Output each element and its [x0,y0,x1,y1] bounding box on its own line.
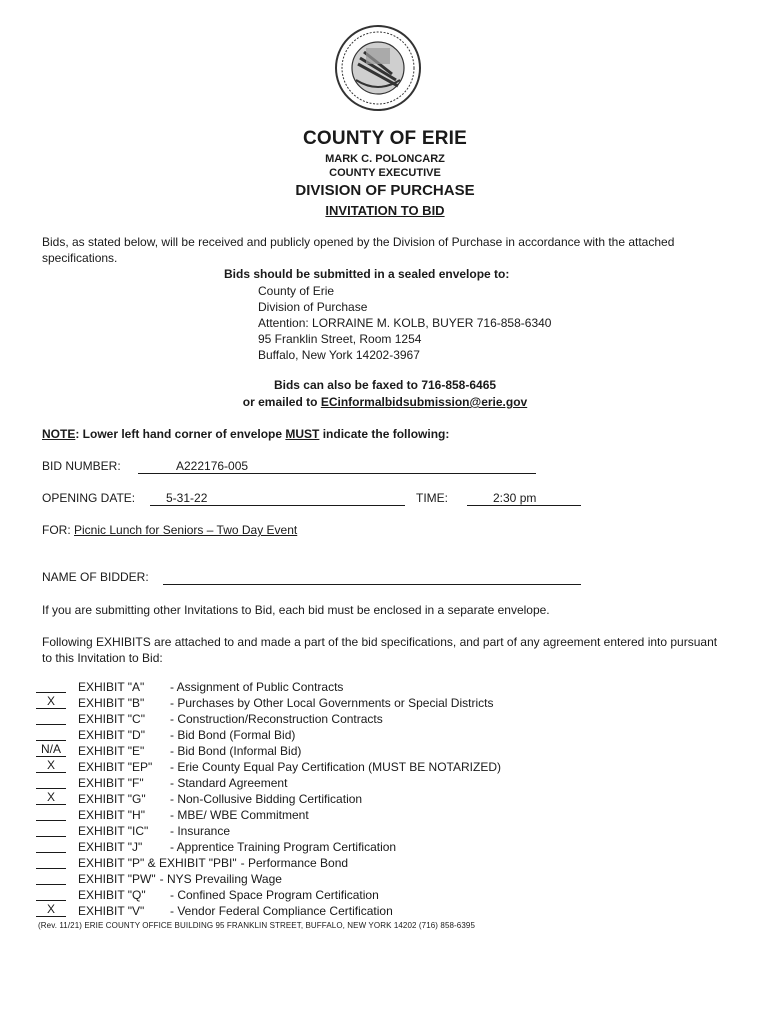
note-text: : Lower left hand corner of envelope [75,427,286,441]
exhibit-row [36,887,736,903]
exhibit-name: EXHIBIT "Q" [78,888,146,902]
exhibit-row [36,775,736,791]
exhibit-desc: - Assignment of Public Contracts [170,680,344,694]
note-must: MUST [285,427,320,441]
exhibit-row [36,807,736,823]
exhibit-mark [36,871,66,885]
exhibit-mark [36,887,66,901]
exhibit-name: EXHIBIT "C" [78,712,145,726]
address-line: Division of Purchase [258,300,368,314]
exhibit-mark: N/A [36,743,66,757]
exhibit-mark: X [36,759,66,773]
exhibit-name: EXHIBIT "F" [78,776,144,790]
exhibit-mark [36,855,66,869]
exhibit-name: EXHIBIT "E" [78,744,145,758]
exhibit-name: EXHIBIT "B" [78,696,145,710]
division-name: DIVISION OF PURCHASE [295,182,475,199]
exhibit-desc: - Non-Collusive Bidding Certification [170,792,363,806]
note-line [42,427,449,441]
email-link[interactable]: ECinformalbidsubmission@erie.gov [320,395,528,409]
for-value: Picnic Lunch for Seniors – Two Day Event [74,523,298,537]
exhibit-desc: - Performance Bond [240,856,349,870]
opening-date-field [150,491,405,506]
document-title: INVITATION TO BID [325,203,445,218]
exhibit-row [36,903,736,919]
exhibit-row [36,711,736,727]
footer-text: (Rev. 11/21) ERIE COUNTY OFFICE BUILDING 95 FRANKLIN STREET, BUFFALO, NEW YORK 14202 (716) 858-6395 [38,921,476,930]
note-text-after: indicate the following: [319,427,450,441]
exhibit-mark [36,775,66,789]
bid-number-label: BID NUMBER: [42,459,121,473]
address-line: Attention: LORRAINE M. KOLB, BUYER 716-858-6340 [258,316,552,330]
exhibit-row [36,871,736,887]
exhibit-name: EXHIBIT "PW" [78,872,156,886]
submit-heading: Bids should be submitted in a sealed envelope to: [224,267,510,281]
exhibit-row [36,839,736,855]
exhibit-name: EXHIBIT "H" [78,808,145,822]
exhibit-mark: X [36,695,66,709]
exhibit-desc: - NYS Prevailing Wage [159,872,282,886]
address-line: Buffalo, New York 14202-3967 [258,348,420,362]
exhibits-intro: Following EXHIBITS are attached to and made a part of the bid specifications, and part of any agreement entered into pursuant to this Invitation to Bid: [42,635,718,665]
exhibit-name: EXHIBIT "A" [78,680,145,694]
email-prefix: or emailed to [242,395,321,409]
exhibit-row [36,791,736,807]
exhibit-mark [36,807,66,821]
exhibit-desc: - Purchases by Other Local Governments or Special Districts [170,696,494,710]
exhibit-mark: X [36,903,66,917]
exhibit-name: EXHIBIT "G" [78,792,146,806]
address-line: County of Erie [258,284,335,298]
exhibit-row [36,759,736,775]
exhibit-name: EXHIBIT "V" [78,904,145,918]
exhibit-name: EXHIBIT "EP" [78,760,153,774]
bid-number-field [138,459,536,474]
exhibit-name: EXHIBIT "IC" [78,824,149,838]
exhibit-name: EXHIBIT "P" & EXHIBIT "PBI" [78,856,237,870]
exhibit-name: EXHIBIT "D" [78,728,145,742]
exhibit-desc: - Insurance [170,824,231,838]
county-seal-icon [334,24,422,112]
exhibit-desc: - Apprentice Training Program Certification [170,840,397,854]
exhibit-mark [36,679,66,693]
county-name: COUNTY OF ERIE [303,128,467,149]
exhibit-mark [36,711,66,725]
time-label: TIME: [416,491,448,505]
exhibit-row [36,855,736,871]
time-value: 2:30 pm [493,491,537,505]
bidder-label: NAME OF BIDDER: [42,570,149,584]
exhibit-row [36,695,736,711]
executive-name: MARK C. POLONCARZ [325,153,445,165]
opening-date-value: 5-31-22 [166,491,208,505]
fax-line: Bids can also be faxed to 716-858-6465 [273,378,497,392]
exhibit-desc: - MBE/ WBE Commitment [170,808,309,822]
exhibit-row [36,743,736,759]
note-label: NOTE [42,427,76,441]
time-field [467,491,581,506]
email-line [0,395,770,409]
exhibit-list [36,679,736,919]
exhibit-desc: - Bid Bond (Formal Bid) [170,728,296,742]
exhibit-mark [36,839,66,853]
address-line: 95 Franklin Street, Room 1254 [258,332,422,346]
separate-envelope-note: If you are submitting other Invitations to Bid, each bid must be enclosed in a separate envelope. [42,603,550,617]
executive-title: COUNTY EXECUTIVE [329,167,441,179]
intro-paragraph: Bids, as stated below, will be received and publicly opened by the Division of Purchase in accordance with the attached specifications. [42,235,675,265]
exhibit-mark: X [36,791,66,805]
bid-number-value: A222176-005 [176,459,249,473]
bidder-name-field [163,570,581,585]
for-label: FOR: [42,523,71,537]
exhibit-desc: - Confined Space Program Certification [170,888,379,902]
exhibit-mark [36,823,66,837]
exhibit-row [36,679,736,695]
exhibit-name: EXHIBIT "J" [78,840,143,854]
exhibit-desc: - Erie County Equal Pay Certification (MUST BE NOTARIZED) [170,760,501,774]
exhibit-desc: - Standard Agreement [170,776,288,790]
exhibit-mark [36,727,66,741]
exhibit-desc: - Construction/Reconstruction Contracts [170,712,383,726]
exhibit-row [36,727,736,743]
for-line [42,523,297,537]
exhibit-row [36,823,736,839]
exhibit-desc: - Bid Bond (Informal Bid) [170,744,302,758]
exhibit-desc: - Vendor Federal Compliance Certification [170,904,393,918]
opening-date-label: OPENING DATE: [42,491,136,505]
